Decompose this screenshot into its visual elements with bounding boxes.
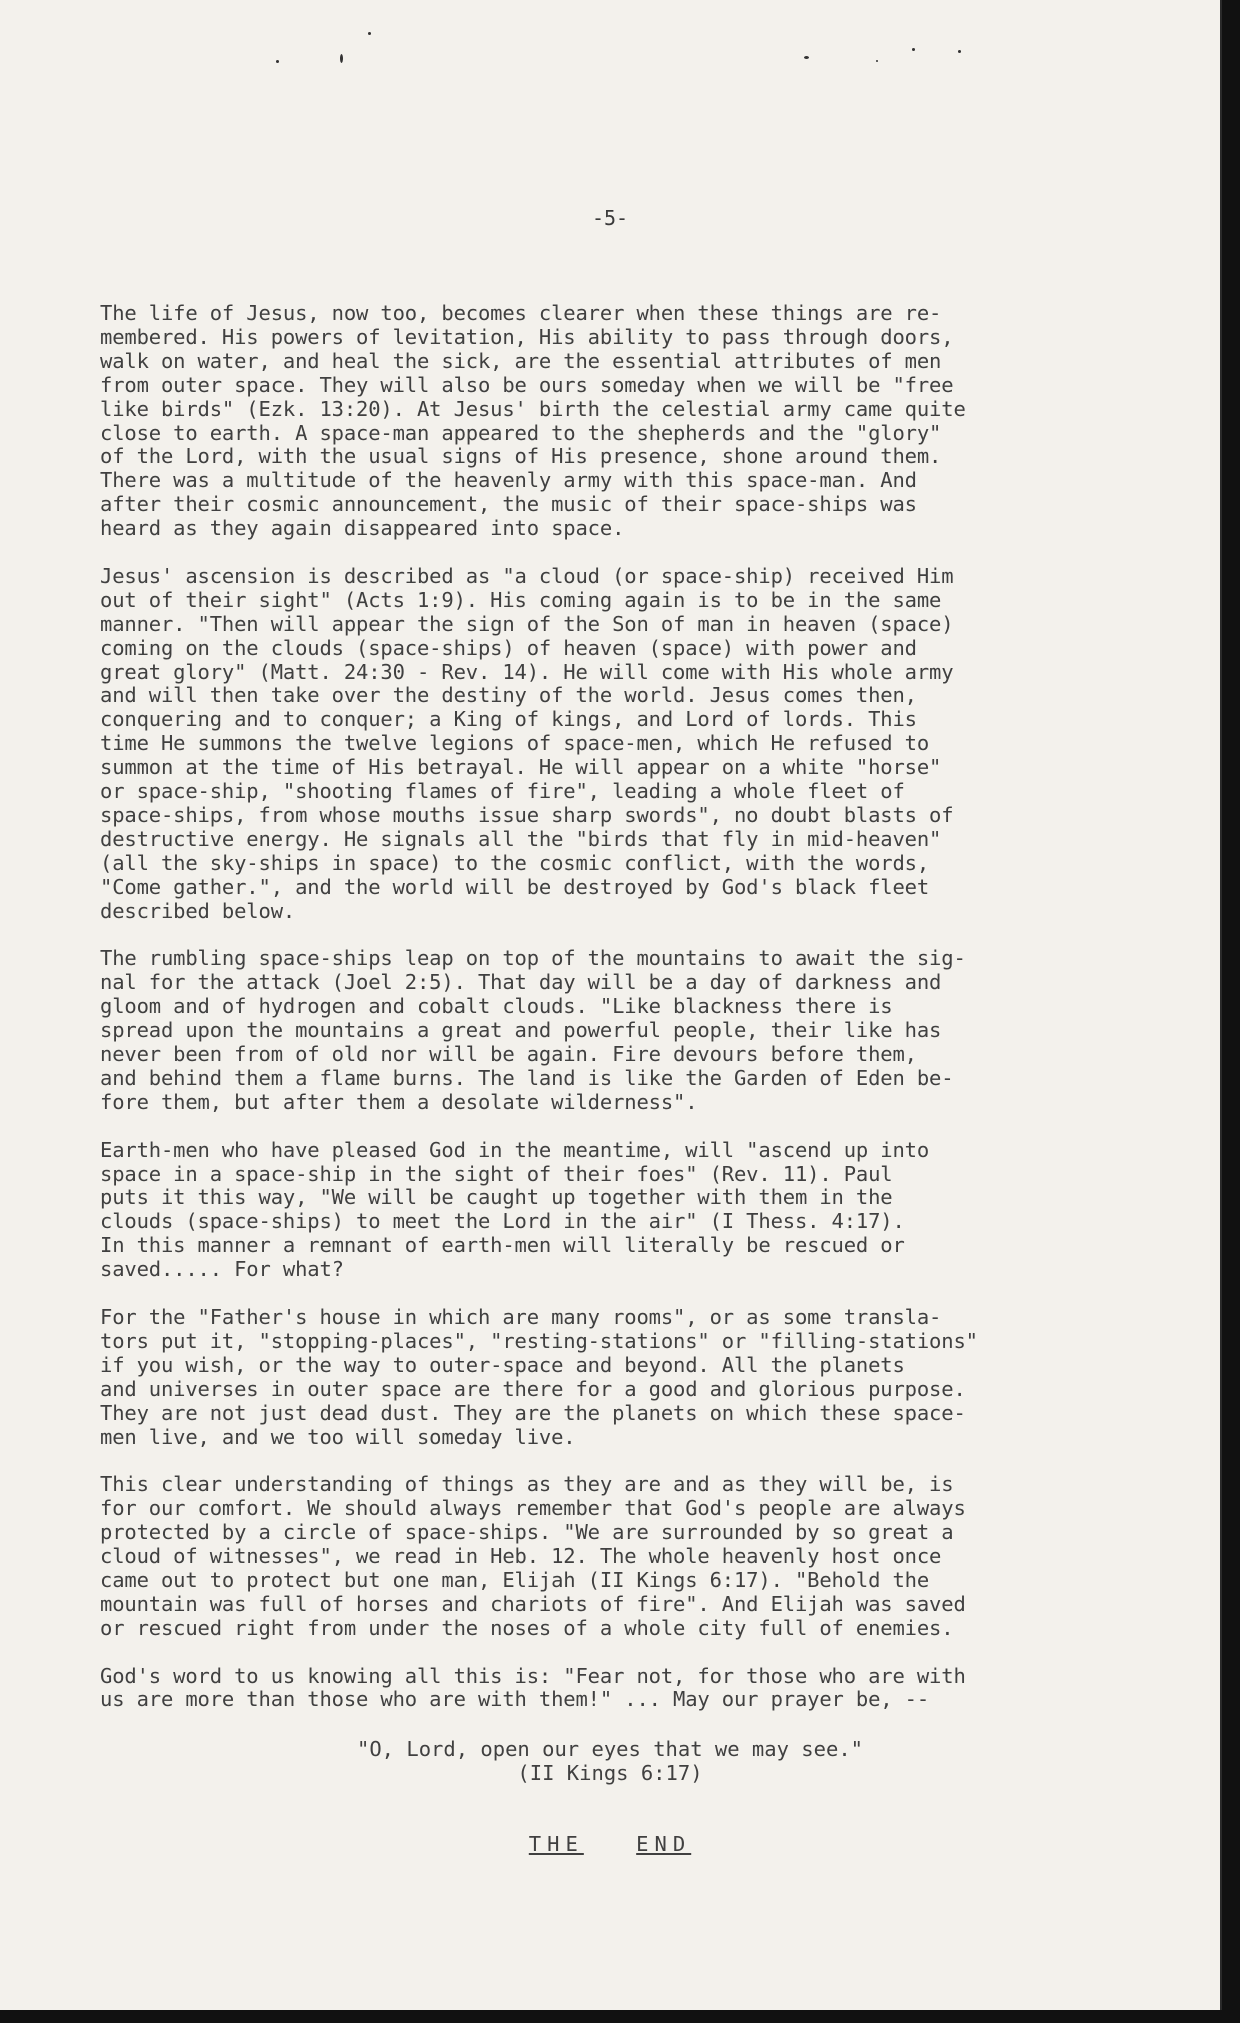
text-line: (all the sky-ships in space) to the cosmic conflict, with the words, bbox=[100, 850, 930, 875]
text-line: tors put it, "stopping-places", "resting-stations" or "filling-stations" bbox=[100, 1328, 978, 1353]
text-line: and universes in outer space are there for a good and glorious purpose. bbox=[100, 1376, 966, 1401]
text-line: and will then take over the destiny of the world. Jesus comes then, bbox=[100, 683, 917, 708]
text-line: cloud of witnesses", we read in Heb. 12. The whole heavenly host once bbox=[100, 1544, 942, 1569]
text-line: walk on water, and heal the sick, are the essential attributes of men bbox=[100, 348, 942, 373]
text-line: came out to protect but one man, Elijah (II Kings 6:17). "Behold the bbox=[100, 1567, 930, 1592]
closing-quote bbox=[0, 1737, 1220, 1785]
text-line: gloom and of hydrogen and cobalt clouds. "Like blackness there is bbox=[100, 994, 893, 1019]
text-line: destructive energy. He signals all the "birds that fly in mid-heaven" bbox=[100, 826, 942, 851]
text-line: if you wish, or the way to outer-space and beyond. All the planets bbox=[100, 1352, 905, 1377]
text-line: For the "Father's house in which are many rooms", or as some transla- bbox=[100, 1305, 942, 1329]
text-line: They are not just dead dust. They are the planets on which these space- bbox=[100, 1400, 966, 1425]
the-end-mark bbox=[0, 1832, 1220, 1856]
text-line: space in a space-ship in the sight of their foes" (Rev. 11). Paul bbox=[100, 1161, 893, 1186]
text-line: men live, and we too will someday live. bbox=[100, 1424, 576, 1449]
closing-quote-citation: (II Kings 6:17) bbox=[517, 1761, 703, 1785]
text-line: great glory" (Matt. 24:30 - Rev. 14). He will come with His whole army bbox=[100, 659, 954, 684]
text-line: membered. His powers of levitation, His ability to pass through doors, bbox=[100, 324, 954, 349]
text-line: conquering and to conquer; a King of kings, and Lord of lords. This bbox=[100, 707, 917, 732]
text-line: The rumbling space-ships leap on top of the mountains to await the sig- bbox=[100, 946, 966, 971]
text-line: The life of Jesus, now too, becomes clearer when these things are re- bbox=[100, 301, 942, 325]
text-line: time He summons the twelve legions of space-men, which He refused to bbox=[100, 731, 930, 756]
text-line: There was a multitude of the heavenly army with this space-man. And bbox=[100, 468, 917, 493]
text-line: In this manner a remnant of earth-men will literally be rescued or bbox=[100, 1233, 905, 1258]
text-line: like birds" (Ezk. 13:20). At Jesus' birth the celestial army came quite bbox=[100, 396, 966, 421]
text-line: us are more than those who are with them!" ... May our prayer be, -- bbox=[100, 1687, 930, 1712]
text-line: out of their sight" (Acts 1:9). His coming again is to be in the same bbox=[100, 587, 942, 612]
ink-speck bbox=[368, 32, 371, 35]
text-line: mountain was full of horses and chariots of fire". And Elijah was saved bbox=[100, 1591, 966, 1616]
ink-speck bbox=[804, 56, 809, 59]
text-line: of the Lord, with the usual signs of His presence, shone around them. bbox=[100, 444, 942, 469]
text-line: This clear understanding of things as they are and as they will be, is bbox=[100, 1472, 954, 1497]
end-word: END bbox=[636, 1832, 692, 1856]
text-line: coming on the clouds (space-ships) of heaven (space) with power and bbox=[100, 635, 917, 660]
text-line: and behind them a flame burns. The land is like the Garden of Eden be- bbox=[100, 1065, 954, 1090]
paragraph bbox=[100, 947, 1160, 1114]
text-line: or space-ship, "shooting flames of fire", leading a whole fleet of bbox=[100, 779, 905, 804]
text-line: God's word to us knowing all this is: "Fear not, for those who are with bbox=[100, 1663, 966, 1688]
text-line: or rescued right from under the noses of a whole city full of enemies. bbox=[100, 1615, 954, 1640]
paragraph bbox=[100, 1665, 1160, 1713]
page-number: -5- bbox=[591, 206, 629, 230]
paragraph bbox=[100, 1306, 1160, 1449]
text-line: puts it this way, "We will be caught up together with them in the bbox=[100, 1185, 893, 1210]
ink-speck bbox=[912, 48, 915, 51]
text-line: saved..... For what? bbox=[100, 1257, 344, 1282]
body-text bbox=[100, 302, 1160, 1736]
text-line: Jesus' ascension is described as "a cloud (or space-ship) received Him bbox=[100, 563, 954, 588]
ink-speck bbox=[276, 60, 279, 63]
text-line: summon at the time of His betrayal. He will appear on a white "horse" bbox=[100, 755, 942, 780]
closing-quote-text: "O, Lord, open our eyes that we may see." bbox=[356, 1737, 864, 1761]
text-line: for our comfort. We should always remember that God's people are always bbox=[100, 1496, 966, 1521]
text-line: spread upon the mountains a great and powerful people, their like has bbox=[100, 1018, 942, 1043]
ink-speck bbox=[876, 60, 878, 62]
text-line: Earth-men who have pleased God in the meantime, will "ascend up into bbox=[100, 1137, 930, 1162]
ink-speck bbox=[958, 50, 961, 53]
text-line: described below. bbox=[100, 898, 296, 923]
paragraph bbox=[100, 1139, 1160, 1282]
paragraph bbox=[100, 1473, 1160, 1640]
text-line: never been from of old nor will be again. Fire devours before them, bbox=[100, 1042, 917, 1067]
ink-speck bbox=[340, 54, 343, 63]
text-line: nal for the attack (Joel 2:5). That day will be a day of darkness and bbox=[100, 970, 942, 995]
text-line: space-ships, from whose mouths issue sharp swords", no doubt blasts of bbox=[100, 803, 954, 828]
text-line: heard as they again disappeared into space. bbox=[100, 516, 625, 541]
text-line: fore them, but after them a desolate wilderness". bbox=[100, 1089, 698, 1114]
text-line: "Come gather.", and the world will be destroyed by God's black fleet bbox=[100, 874, 930, 899]
text-line: from outer space. They will also be ours someday when we will be "free bbox=[100, 372, 954, 397]
paragraph bbox=[100, 302, 1160, 541]
text-line: manner. "Then will appear the sign of the Son of man in heaven (space) bbox=[100, 611, 954, 636]
text-line: clouds (space-ships) to meet the Lord in the air" (I Thess. 4:17). bbox=[100, 1209, 905, 1234]
paragraph bbox=[100, 565, 1160, 924]
end-word: THE bbox=[528, 1832, 584, 1856]
text-line: protected by a circle of space-ships. "We are surrounded by so great a bbox=[100, 1520, 954, 1545]
text-line: close to earth. A space-man appeared to the shepherds and the "glory" bbox=[100, 420, 942, 445]
text-line: after their cosmic announcement, the music of their space-ships was bbox=[100, 492, 917, 517]
